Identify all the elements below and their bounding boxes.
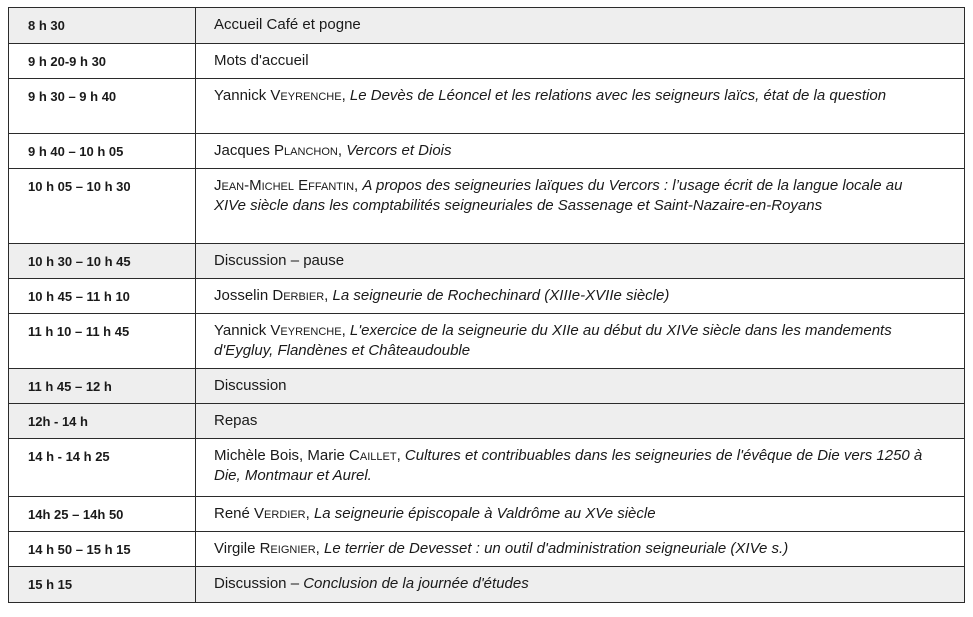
session-text: René [214, 505, 255, 522]
session-text: , [354, 177, 363, 194]
session-text: , [305, 505, 314, 522]
session-cell [196, 8, 965, 44]
time-cell: 10 h 30 – 10 h 45 [9, 244, 196, 279]
schedule-body [9, 8, 965, 603]
schedule-row [9, 79, 965, 134]
session-text: Discussion – [214, 575, 304, 592]
session-cell [196, 244, 965, 279]
schedule-row [9, 404, 965, 439]
speaker-surname: Veyrenche [270, 87, 342, 104]
session-text: Yannick [214, 322, 271, 339]
session-cell [196, 439, 965, 497]
session-cell [196, 404, 965, 439]
talk-title: A propos des seigneuries laïques du Vercors : l’usage écrit de la langue locale au XIVe siècle dans les comptabilités seigneuriales de Sassenage et Saint-Nazaire-en-Royans [214, 177, 903, 214]
session-cell [196, 497, 965, 532]
schedule-row [9, 567, 965, 603]
schedule-row [9, 532, 965, 567]
talk-title: L'exercice de la seigneurie du XIIe au début du XIVe siècle dans les mandements d'Eygluy, Flandènes et Châteaudouble [214, 322, 892, 359]
time-cell: 11 h 45 – 12 h [9, 369, 196, 404]
time-cell: 9 h 20-9 h 30 [9, 44, 196, 79]
schedule-row [9, 244, 965, 279]
schedule-row [9, 44, 965, 79]
session-text: , [315, 540, 324, 557]
time-cell: 11 h 10 – 11 h 45 [9, 314, 196, 369]
session-text: , [396, 447, 405, 464]
speaker-surname: Planchon [274, 142, 338, 159]
talk-title: Conclusion de la journée d'études [303, 575, 529, 592]
talk-title: Le terrier de Devesset : un outil d'administration seigneuriale (XIVe s.) [324, 540, 789, 557]
session-text: Mots d'accueil [214, 52, 309, 69]
speaker-surname: Jean-Michel Effantin [214, 177, 355, 194]
session-cell [196, 314, 965, 369]
speaker-surname: Veyrenche [270, 322, 342, 339]
schedule-row [9, 497, 965, 532]
time-cell: 12h - 14 h [9, 404, 196, 439]
session-text: Virgile [214, 540, 260, 557]
session-text: Jacques [214, 142, 275, 159]
schedule-table [8, 7, 965, 603]
session-text: Yannick [214, 87, 271, 104]
session-cell [196, 567, 965, 603]
session-cell [196, 79, 965, 134]
speaker-surname: Caillet [349, 447, 397, 464]
time-cell: 9 h 40 – 10 h 05 [9, 134, 196, 169]
time-cell: 8 h 30 [9, 8, 196, 44]
session-cell [196, 169, 965, 244]
schedule-row [9, 369, 965, 404]
speaker-surname: Derbier [272, 287, 325, 304]
session-cell [196, 44, 965, 79]
session-text: , [337, 142, 347, 159]
session-cell [196, 532, 965, 567]
schedule-row [9, 314, 965, 369]
talk-title: Vercors et Diois [346, 142, 452, 159]
time-cell: 10 h 45 – 11 h 10 [9, 279, 196, 314]
session-text: Josselin [214, 287, 273, 304]
session-cell [196, 134, 965, 169]
time-cell: 14h 25 – 14h 50 [9, 497, 196, 532]
session-cell [196, 279, 965, 314]
time-cell: 14 h - 14 h 25 [9, 439, 196, 497]
session-text: Michèle Bois, Marie [214, 447, 350, 464]
session-text: , [341, 322, 350, 339]
session-cell [196, 369, 965, 404]
schedule-row [9, 134, 965, 169]
session-text: Repas [214, 412, 258, 429]
time-cell: 10 h 05 – 10 h 30 [9, 169, 196, 244]
talk-title: Le Devès de Léoncel et les relations avec les seigneurs laïcs, état de la question [349, 87, 887, 104]
schedule-row [9, 169, 965, 244]
session-text: Accueil Café et pogne [214, 16, 361, 33]
time-cell: 15 h 15 [9, 567, 196, 603]
talk-title: La seigneurie de Rochechinard (XIIIe-XVIIe siècle) [332, 287, 670, 304]
time-cell: 9 h 30 – 9 h 40 [9, 79, 196, 134]
schedule-row [9, 8, 965, 44]
talk-title: La seigneurie épiscopale à Valdrôme au XVe siècle [313, 505, 656, 522]
speaker-surname: Reignier [259, 540, 316, 557]
session-text: Discussion – pause [214, 252, 345, 269]
talk-title: Cultures et contribuables dans les seigneuries de l'évêque de Die vers 1250 à Die, Montmaur et Aurel. [214, 447, 923, 484]
session-text: , [341, 87, 350, 104]
schedule-row [9, 279, 965, 314]
session-text: , [324, 287, 333, 304]
session-text: Discussion [214, 377, 287, 394]
time-cell: 14 h 50 – 15 h 15 [9, 532, 196, 567]
speaker-surname: Verdier [254, 505, 306, 522]
schedule-row [9, 439, 965, 497]
